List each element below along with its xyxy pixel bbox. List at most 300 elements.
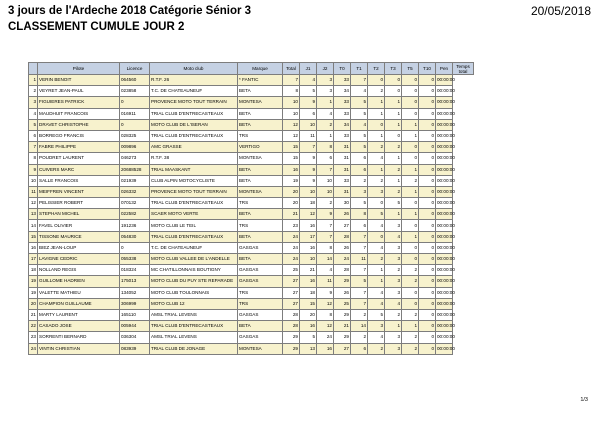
table-cell: PELISSIER ROBERT [38, 198, 120, 209]
table-cell: 8 [317, 242, 334, 253]
table-row [29, 343, 474, 354]
table-cell: 19 [29, 287, 38, 298]
table-row [29, 164, 474, 175]
table-cell: 1 [317, 97, 334, 108]
table-cell: POUDRET LAURENT [38, 153, 120, 164]
table-cell: BETA [238, 108, 283, 119]
table-cell: 00:00:00 [436, 198, 453, 209]
table-cell: 19 [29, 276, 38, 287]
report-date: 20/05/2018 [530, 4, 591, 18]
table-cell: 0 [419, 231, 436, 242]
table-cell: MOTO CLUB TOULONNAIS [150, 287, 238, 298]
table-cell: 134052 [120, 287, 150, 298]
table-cell: 2 [29, 86, 38, 97]
table-cell: 25 [283, 265, 300, 276]
table-cell: 2 [368, 254, 385, 265]
table-cell: 2 [385, 309, 402, 320]
table-cell: 1 [368, 164, 385, 175]
results-table [28, 62, 474, 355]
table-cell: 5 [368, 309, 385, 320]
table-cell: 0 [385, 86, 402, 97]
table-cell: BETA [238, 119, 283, 130]
table-cell: 0 [419, 332, 436, 343]
table-cell: 30 [334, 198, 351, 209]
table-cell: 00:00:00 [436, 75, 453, 86]
table-cell: NOLLAND REGIS [38, 265, 120, 276]
table-cell: 9 [300, 164, 317, 175]
table-cell: TRIAL MAASKANT [150, 164, 238, 175]
table-cell: 1 [402, 164, 419, 175]
table-cell: 4 [351, 86, 368, 97]
table-row [29, 186, 474, 197]
table-cell: MONTESA [238, 153, 283, 164]
table-cell: AMSL TRIAL LEVENS [150, 309, 238, 320]
table-cell: 11 [300, 130, 317, 141]
table-cell: 4 [317, 265, 334, 276]
table-cell: 2 [402, 309, 419, 320]
table-cell: 4 [385, 231, 402, 242]
table-cell: 10 [300, 119, 317, 130]
table-cell: 054830 [120, 231, 150, 242]
table-cell: 19 [283, 175, 300, 186]
table-cell: VINTIN CHRISTIAN [38, 343, 120, 354]
table-cell: TISSONE MAURICE [38, 231, 120, 242]
table-cell: 5 [351, 130, 368, 141]
column-header: Marque [238, 63, 283, 75]
table-cell: 20 [300, 309, 317, 320]
table-cell: SALLE FRANCOIS [38, 175, 120, 186]
page-title: 3 jours de l'Ardeche 2018 Catégorie Sénior 3 [8, 5, 252, 17]
table-cell: 00:00:00 [436, 86, 453, 97]
table-cell: 9 [300, 97, 317, 108]
table-cell: 33 [334, 75, 351, 86]
table-cell: 00:00:00 [436, 220, 453, 231]
table-cell: 00:00:00 [436, 321, 453, 332]
table-cell: 7 [283, 75, 300, 86]
table-cell: 0 [419, 287, 436, 298]
table-cell: 7 [29, 142, 38, 153]
table-cell: 3 [29, 97, 38, 108]
table-cell: 1 [402, 186, 419, 197]
table-cell: MONTESA [238, 97, 283, 108]
table-cell: 1 [385, 209, 402, 220]
table-cell: 026332 [120, 186, 150, 197]
table-cell: 6 [351, 220, 368, 231]
table-cell: 0 [419, 298, 436, 309]
table-row [29, 242, 474, 253]
table-cell: 0 [368, 231, 385, 242]
table-cell: 27 [283, 287, 300, 298]
table-cell: 20 [29, 298, 38, 309]
table-cell: 3 [368, 186, 385, 197]
table-cell: 0 [120, 242, 150, 253]
table-cell: 11 [351, 254, 368, 265]
table-cell: 5 [351, 198, 368, 209]
table-cell: 7 [317, 231, 334, 242]
table-cell: 064560 [120, 75, 150, 86]
table-cell: 16 [317, 343, 334, 354]
table-cell: 26 [334, 287, 351, 298]
table-cell: 00:00:00 [436, 332, 453, 343]
table-cell: 5 [351, 276, 368, 287]
table-cell: 7 [351, 242, 368, 253]
table-cell: 3 [385, 276, 402, 287]
table-cell: 00:00:00 [436, 309, 453, 320]
table-cell: 3 [385, 242, 402, 253]
table-cell: 2 [368, 175, 385, 186]
column-header: J1 [300, 63, 317, 75]
table-cell: 2 [385, 142, 402, 153]
table-cell: 018324 [120, 265, 150, 276]
table-cell: BETA [238, 254, 283, 265]
table-row [29, 108, 474, 119]
column-header: Temps total [453, 63, 474, 75]
table-cell: MOTO CLUB LE TEIL [150, 220, 238, 231]
table-cell: 23 [283, 220, 300, 231]
column-header: J2 [317, 63, 334, 75]
table-cell: 18 [29, 265, 38, 276]
table-cell: 22 [29, 321, 38, 332]
table-cell: VERIN BENOIT [38, 75, 120, 86]
table-cell: MARTY LAURENT [38, 309, 120, 320]
table-cell: 1 [385, 321, 402, 332]
table-cell: 31 [334, 142, 351, 153]
table-cell: 21 [29, 309, 38, 320]
table-cell: 0 [419, 75, 436, 86]
table-cell: CUIVERS MARC [38, 164, 120, 175]
table-cell: 10 [283, 108, 300, 119]
table-cell: CHAMPION GUILLAUME [38, 298, 120, 309]
table-cell: 0 [419, 265, 436, 276]
table-cell: 0 [419, 97, 436, 108]
table-cell: 1 [385, 175, 402, 186]
table-cell: 5 [368, 209, 385, 220]
table-cell: BETA [238, 231, 283, 242]
table-cell: 0 [368, 119, 385, 130]
table-cell: 8 [317, 309, 334, 320]
column-header: Licence [120, 63, 150, 75]
table-cell: 3 [317, 75, 334, 86]
table-cell: 0 [120, 119, 150, 130]
column-header: Moto club [150, 63, 238, 75]
table-cell: 5 [300, 332, 317, 343]
table-cell: 14 [351, 321, 368, 332]
table-cell: T.C. DE CHATEAUNEUF [150, 242, 238, 253]
table-cell: 0 [368, 198, 385, 209]
table-cell: 0 [419, 86, 436, 97]
table-cell: 9 [29, 164, 38, 175]
table-row [29, 220, 474, 231]
table-cell: 1 [402, 119, 419, 130]
table-cell: * FANTIC [238, 75, 283, 86]
table-cell: 7 [351, 231, 368, 242]
table-cell: 009896 [120, 142, 150, 153]
table-cell: 29 [283, 343, 300, 354]
column-header: T0 [334, 63, 351, 75]
table-cell: GASGAS [238, 309, 283, 320]
table-cell: 00:00:00 [436, 119, 453, 130]
table-cell: 0 [385, 130, 402, 141]
table-cell: 6 [317, 153, 334, 164]
table-cell: 24 [283, 254, 300, 265]
table-cell: 8 [317, 142, 334, 153]
table-cell: 5 [29, 119, 38, 130]
table-cell: 34 [334, 86, 351, 97]
table-cell: 0 [402, 75, 419, 86]
table-cell: 10 [283, 97, 300, 108]
table-cell: 046273 [120, 153, 150, 164]
table-cell: 7 [351, 287, 368, 298]
table-cell: MOTO CLUB DU PUY STE REPARADE [150, 276, 238, 287]
table-cell: 4 [368, 220, 385, 231]
page-number: 1/3 [580, 397, 588, 403]
table-cell: 27 [283, 298, 300, 309]
table-cell: 7 [351, 75, 368, 86]
table-cell: 00:00:00 [436, 186, 453, 197]
table-cell: CASADO JOSE [38, 321, 120, 332]
table-cell: 20688528 [120, 164, 150, 175]
table-cell: 5 [351, 108, 368, 119]
table-cell: TRS [238, 220, 283, 231]
table-cell: 1 [368, 276, 385, 287]
table-cell: 20 [283, 198, 300, 209]
table-cell: 023858 [120, 86, 150, 97]
table-cell: 11 [317, 276, 334, 287]
table-cell: 5 [351, 97, 368, 108]
table-cell: 24 [283, 242, 300, 253]
table-cell: 12 [283, 119, 300, 130]
table-cell: FAVEL OLIVIER [38, 220, 120, 231]
table-cell: 29 [334, 276, 351, 287]
table-cell: 10 [317, 186, 334, 197]
table-cell: 2 [317, 119, 334, 130]
table-cell: 16 [300, 321, 317, 332]
table-cell: 24 [29, 343, 38, 354]
table-cell: 00:00:00 [436, 142, 453, 153]
table-cell: 4 [317, 108, 334, 119]
table-cell: 4 [368, 332, 385, 343]
table-cell: 7 [317, 164, 334, 175]
table-cell: 28 [334, 231, 351, 242]
table-cell: 2 [402, 276, 419, 287]
table-cell: TRIAL CLUB D'ENTRECASTEAUX [150, 321, 238, 332]
table-cell: 27 [283, 276, 300, 287]
table-cell: VEYRET JEAN-PAUL [38, 86, 120, 97]
table-cell: 1 [29, 75, 38, 86]
table-cell: FIGUIERES PATRICK [38, 97, 120, 108]
table-cell: 165110 [120, 309, 150, 320]
table-row [29, 198, 474, 209]
table-cell: 16 [300, 276, 317, 287]
table-cell: 00:00:00 [436, 254, 453, 265]
table-cell: MOTO CLUB DE L'ISERAN [150, 119, 238, 130]
table-cell: MOTO CLUB VALLEE DE L'ANDELLE [150, 254, 238, 265]
table-cell: 16 [300, 220, 317, 231]
column-header: Total [283, 63, 300, 75]
table-cell: MAUDHUIT FRANCOIS [38, 108, 120, 119]
table-cell: MONTESA [238, 343, 283, 354]
table-cell: 28 [334, 265, 351, 276]
table-cell: 0 [419, 343, 436, 354]
table-cell: 31 [334, 153, 351, 164]
table-cell: 3 [385, 254, 402, 265]
table-cell: 2 [402, 332, 419, 343]
table-cell: 10 [300, 186, 317, 197]
table-cell: 8 [283, 86, 300, 97]
table-cell: TRIAL CLUB D'ENTRECASTEAUX [150, 198, 238, 209]
table-cell: 10 [317, 175, 334, 186]
table-cell: 15 [29, 231, 38, 242]
table-cell: 17 [300, 231, 317, 242]
table-cell: 175013 [120, 276, 150, 287]
table-cell: BETA [238, 321, 283, 332]
column-header: Pilote [38, 63, 120, 75]
table-cell: 2 [368, 86, 385, 97]
table-cell: 12 [317, 298, 334, 309]
table-cell: R.T.F. 26 [150, 75, 238, 86]
table-cell: 13 [300, 343, 317, 354]
table-cell: 00:00:00 [436, 153, 453, 164]
table-cell: 2 [402, 265, 419, 276]
table-cell: GUILLOME HADRIEN [38, 276, 120, 287]
table-cell: BIEZ JEAN-LOUP [38, 242, 120, 253]
table-cell: 00:00:00 [436, 265, 453, 276]
table-cell: 00:00:00 [436, 209, 453, 220]
table-cell: 21 [283, 209, 300, 220]
table-row [29, 287, 474, 298]
table-cell: 29 [334, 309, 351, 320]
table-row [29, 332, 474, 343]
table-cell: 6 [300, 108, 317, 119]
table-cell: LAVIGNE CEDRIC [38, 254, 120, 265]
table-cell: VALETTE MATHIEU [38, 287, 120, 298]
table-cell: 1 [368, 130, 385, 141]
table-cell: 0 [419, 153, 436, 164]
table-row [29, 119, 474, 130]
table-cell: TRIAL CLUB D'ENTRECASTEAUX [150, 130, 238, 141]
table-cell: 3 [385, 287, 402, 298]
table-cell: 16 [29, 242, 38, 253]
table-cell: CLUB ALPIN MOTOCYCLISTE [150, 175, 238, 186]
table-cell: 9 [300, 175, 317, 186]
table-cell: DRAVET CHRISTOPHE [38, 119, 120, 130]
table-cell: 21 [334, 321, 351, 332]
table-cell: 0 [402, 142, 419, 153]
table-cell: GASGAS [238, 265, 283, 276]
table-cell: 5 [300, 86, 317, 97]
table-cell: 0 [419, 164, 436, 175]
table-cell: 0 [402, 220, 419, 231]
table-row [29, 130, 474, 141]
table-cell: 3 [368, 321, 385, 332]
table-cell: TRS [238, 198, 283, 209]
table-cell: 0 [402, 298, 419, 309]
table-cell: 27 [334, 343, 351, 354]
table-cell: 11 [29, 186, 38, 197]
table-cell: 3 [385, 220, 402, 231]
table-cell: TRIAL CLUB D'ENTRECASTEAUX [150, 231, 238, 242]
table-cell: 0 [419, 254, 436, 265]
table-cell: 18 [300, 287, 317, 298]
table-cell: 00:00:00 [436, 175, 453, 186]
table-cell: 3 [317, 86, 334, 97]
table-cell: 1 [402, 209, 419, 220]
table-cell: 15 [283, 142, 300, 153]
table-cell: 16 [300, 242, 317, 253]
table-cell: 1 [368, 97, 385, 108]
table-cell: GASGAS [238, 242, 283, 253]
table-cell: 2 [317, 198, 334, 209]
table-cell: 4 [351, 119, 368, 130]
table-cell: 4 [368, 153, 385, 164]
table-cell: 24 [317, 332, 334, 343]
table-cell: AMSL TRIAL LEVENS [150, 332, 238, 343]
table-cell: BETA [238, 175, 283, 186]
table-cell: AMC GRASSE [150, 142, 238, 153]
table-cell: 036304 [120, 332, 150, 343]
table-cell: 26 [334, 242, 351, 253]
table-cell: 33 [334, 108, 351, 119]
column-header [29, 63, 38, 75]
column-header: T2 [368, 63, 385, 75]
table-cell: 33 [334, 130, 351, 141]
table-cell: 7 [317, 220, 334, 231]
table-cell: 4 [368, 242, 385, 253]
table-cell: 070132 [120, 198, 150, 209]
table-cell: 6 [351, 153, 368, 164]
table-cell: 00:00:00 [436, 164, 453, 175]
table-cell: BETA [238, 164, 283, 175]
table-cell: BETA [238, 209, 283, 220]
table-cell: 0 [419, 186, 436, 197]
table-cell: 7 [300, 142, 317, 153]
table-cell: 1 [385, 119, 402, 130]
table-cell: 0 [419, 198, 436, 209]
table-cell: 14 [29, 220, 38, 231]
table-cell: 13 [29, 209, 38, 220]
table-cell: GASGAS [238, 332, 283, 343]
table-cell: 0 [402, 242, 419, 253]
table-cell: 9 [317, 209, 334, 220]
table-cell: 34 [334, 119, 351, 130]
table-cell: PROVENCE MOTO TOUT TERRAIN [150, 186, 238, 197]
table-cell: 2 [385, 164, 402, 175]
table-cell: 20 [283, 186, 300, 197]
table-cell: FABRE PHILIPPE [38, 142, 120, 153]
table-cell: 022582 [120, 209, 150, 220]
table-cell: 0 [419, 142, 436, 153]
table-cell: 0 [402, 97, 419, 108]
table-cell: 9 [317, 287, 334, 298]
table-cell: TRS [238, 298, 283, 309]
table-cell: 18 [300, 198, 317, 209]
table-cell: 2 [351, 175, 368, 186]
table-cell: 0 [402, 287, 419, 298]
table-cell: 31 [334, 164, 351, 175]
table-cell: 2 [368, 343, 385, 354]
table-cell: 00:00:00 [436, 343, 453, 354]
table-cell: 33 [334, 175, 351, 186]
table-cell: 0 [402, 153, 419, 164]
table-row [29, 86, 474, 97]
table-cell: TRIAL CLUB D'ENTRECASTEAUX [150, 108, 238, 119]
table-cell: 6 [29, 130, 38, 141]
table-cell: 24 [283, 231, 300, 242]
table-cell: 021939 [120, 175, 150, 186]
table-cell: T.C. DE CHATEAUNEUF [150, 86, 238, 97]
table-cell: 29 [283, 332, 300, 343]
table-cell: 0 [368, 75, 385, 86]
